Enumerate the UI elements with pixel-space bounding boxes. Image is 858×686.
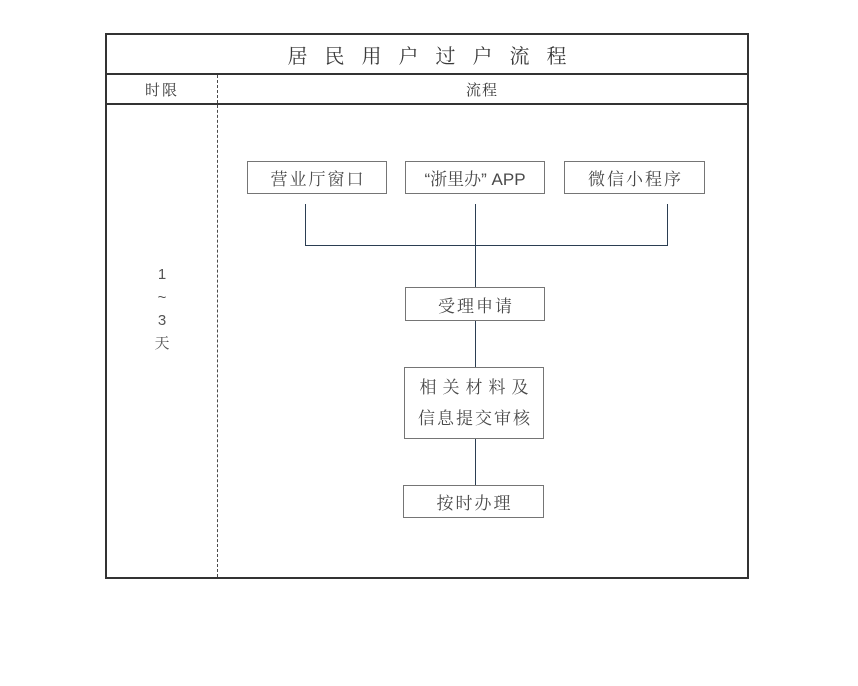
time-limit-line-1: 1	[157, 266, 167, 283]
time-limit-value	[107, 263, 217, 355]
connector-hall-stub	[305, 204, 306, 246]
step-box-materials-review-line1: 相关材料及	[419, 378, 535, 397]
connector-materials-to-handle	[475, 439, 476, 485]
channel-box-hall	[247, 161, 387, 194]
flowchart-frame	[105, 33, 749, 579]
column-header-time-limit: 时限	[144, 81, 179, 99]
header-row	[107, 75, 747, 105]
step-box-materials-review-line2: 信息提交审核	[418, 409, 532, 428]
step-box-materials-review	[404, 367, 544, 439]
column-header-process: 流程	[465, 81, 498, 99]
step-box-timely-handling-label: 按时办理	[436, 494, 513, 513]
connector-merge-bar	[305, 245, 668, 246]
channel-box-zheliban-app	[405, 161, 545, 194]
channel-box-zheliban-app-label: “浙里办” APP	[424, 170, 526, 189]
time-limit-line-2: ~	[157, 289, 167, 306]
channel-box-wechat-mini	[564, 161, 705, 194]
title-row	[107, 35, 747, 75]
connector-wechat-stub	[667, 204, 668, 246]
flow-area	[107, 105, 747, 577]
step-box-timely-handling	[403, 485, 544, 518]
connector-accept-to-materials	[475, 321, 476, 367]
step-box-accept-application	[405, 287, 545, 321]
channel-box-wechat-mini-label: 微信小程序	[588, 170, 683, 189]
step-box-accept-application-label: 受理申请	[438, 296, 514, 316]
page-title: 居民用户过户流程	[287, 45, 584, 68]
time-limit-line-3: 3	[157, 312, 167, 329]
time-limit-line-4: 天	[154, 335, 170, 352]
channel-box-hall-label: 营业厅窗口	[270, 170, 366, 189]
